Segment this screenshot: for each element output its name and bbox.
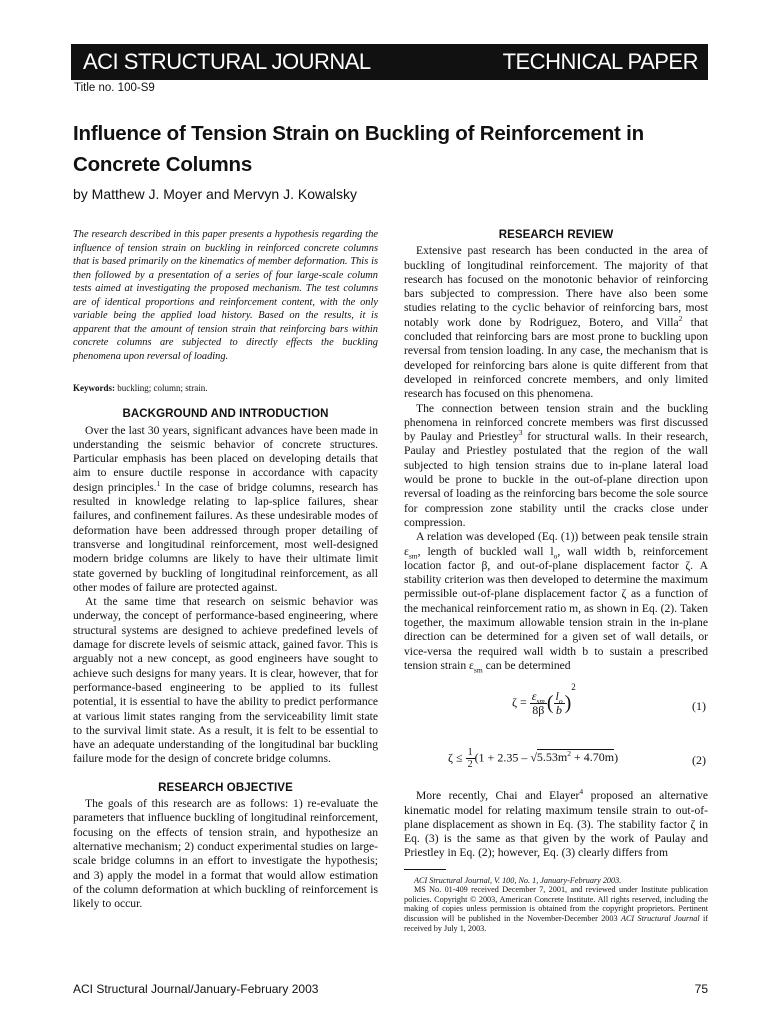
abstract: The research described in this paper presents a hypothesis regarding the influence of tension strain on buckling in reinforced concrete columns that is based primarily on the kinematics of member deformation. This is then followed by a presentation of a series of four large-scale column tests aimed at investigating the proposed mechanism. The test columns are of identical proportions and reinforcement content, with the only variable being the applied load history. Based on the results, it is apparent that the amount of tension strain that reinforcing bars within concrete columns are subjected to directly effects the buckling phenomena upon reversal of loading. xyxy=(73,229,378,362)
reference-marker: 1 xyxy=(156,478,161,488)
radicand xyxy=(537,749,614,764)
text-run: ACI Structural Journal xyxy=(620,914,700,924)
paragraph: The goals of this research are as follows: 1) re-evaluate the parameters that influence buckling of longitudinal reinforcement, focusing on the effects of tension strain, and hypothesize an alternative mechanism; 2) conduct experimental studies on large-scale bridge columns in an effort to investigate the hypothesis; and 3) apply the model in a format that would allow estimation of the column deformation at which buckling of reinforcement is likely to occur. xyxy=(73,797,378,911)
text-run: In the case of bridge columns, research has resulted in knowledge relating to lap-splice failures, shear failures, and confinement failures. As these undesirable modes of deformation have been addressed through proper detailing of transverse and longitudinal reinforcement, most well-designed modern bridge columns are likely to have their ultimate limit state governed by buckling of longitudinal reinforcement, as all other modes of failure are protected against. xyxy=(73,480,378,594)
footnote-divider xyxy=(404,869,446,870)
text-run: for structural walls. In their research, Paulay and Priestley postulated that the region of the wall subjected to high tension strains due to in-plane lateral load would be prone to buckle in the out-of-plane direction upon reversal of loading as the reinforcing bars become the sole source for compression zone stability until the cracks close under compression. xyxy=(404,430,709,529)
left-column xyxy=(73,228,378,911)
fraction xyxy=(466,747,475,770)
section-heading-background: BACKGROUND AND INTRODUCTION xyxy=(122,408,329,421)
paragraph xyxy=(404,530,708,673)
footnote-journal xyxy=(404,876,708,886)
text-run: that concluded that reinforcing bars are most prone to buckling upon reversal from tension loading. In any case, the mechanism that is developed for reinforcing bars alone is quite different from that developed in reinforced concrete members, and only limited research has focused on this phenomena. xyxy=(404,315,708,401)
sqrt-icon: √ xyxy=(530,750,537,765)
text-run: , wall width b, reinforcement location factor β, and out-of-plane displacement factor ζ. A stability criterion was then developed to determine the maximum permissible out-of-plane displacement factor ζ as a function of the mechanical reinforcement ratio m, as shown in Eq. (2). Taken together, the maximum allowable tension strain in the in-plane direction can be determined for a given set of wall details, or vice-versa the required wall width b to sustain a prescribed tension strain ε xyxy=(404,544,708,672)
epsilon: ε xyxy=(531,688,537,703)
paren-open: ( xyxy=(546,692,554,715)
eq-lhs: ζ ≤ xyxy=(448,750,463,765)
denominator: 8β xyxy=(532,702,545,717)
right-column xyxy=(404,228,708,933)
text-run: The connection between tension strain and the buckling phenomena in reinforced concrete members was first discussed by Paulay and Priestley xyxy=(404,401,708,444)
exponent: 2 xyxy=(567,749,572,759)
exponent: 2 xyxy=(571,682,576,693)
keywords-label: Keywords: xyxy=(73,383,115,393)
numerator xyxy=(554,690,565,704)
subscript: sm xyxy=(408,550,418,560)
authors: by Matthew J. Moyer and Mervyn J. Kowalsky xyxy=(73,186,357,202)
reference-marker: 2 xyxy=(678,313,683,323)
text-run: Over the last 30 years, significant advances have been made in understanding the seismic behavior of concrete structures. Particular emphasis has been placed on developing details that aim to ensure ductile response in accordance with capacity design principles. xyxy=(73,423,378,494)
text-run: A relation was developed (Eq. (1)) between peak tensile strain ε xyxy=(404,530,708,558)
inner-fraction xyxy=(554,690,565,717)
paragraph xyxy=(404,402,708,531)
equation-body xyxy=(448,747,618,770)
paragraph xyxy=(404,789,708,860)
eq-text: 5.53m xyxy=(536,750,568,765)
denominator: 2 xyxy=(467,759,473,771)
subscript: sm xyxy=(536,696,545,706)
page-number: 75 xyxy=(694,982,708,996)
eq-text: (1 + 2.35 – xyxy=(474,750,531,765)
footer-journal: ACI Structural Journal/January-February 2003 xyxy=(73,982,319,996)
reference-marker: 3 xyxy=(518,428,523,438)
section-heading-objective: RESEARCH OBJECTIVE xyxy=(158,781,293,794)
paragraph xyxy=(404,244,708,401)
equation-1 xyxy=(404,682,708,733)
text-run: MS No. 01-409 received December 7, 2001, and reviewed under Institute publication policies. Copyright © 2003, American Concrete Institute. All rights reserved, including the making of copies unless permission is obtained from the copyright proprietors. Pertinent discussion will be published in the November-December 2003 xyxy=(404,885,708,924)
paren-close: ) xyxy=(564,692,572,715)
text-run: if received by July 1, 2003. xyxy=(404,914,708,933)
text-run: Extensive past research has been conducted in the area of buckling of longitudinal reinforcement. The majority of that research has focused on the monotonic behavior of reinforcing bars subjected to compression. There have also been some studies relating to the cyclic behavior of reinforcing bars, most notably work done by Rodriguez, Botero, and Villa xyxy=(404,244,708,329)
subscript: o xyxy=(553,550,558,560)
paragraph xyxy=(73,424,378,596)
section-heading-review: RESEARCH REVIEW xyxy=(498,229,614,241)
keywords-text: buckling; column; strain. xyxy=(117,383,208,393)
text-run: proposed an alternative kinematic model for relating maximum tensile strain to out-of-plane displacement as shown in Eq. (3). The stability factor ζ in Eq. (3) is the same as that given by the work of Paulay and Priestley in Eq. (2); however, Eq. (3) clearly differs from xyxy=(404,789,708,860)
equation-number: (1) xyxy=(692,699,706,714)
symbol: b xyxy=(556,702,563,717)
footnote-journal-ref: ACI Structural Journal, V. 100, No. 1, January-February 2003. xyxy=(414,875,622,885)
symbol: l xyxy=(555,688,559,703)
equation-number: (2) xyxy=(692,753,706,768)
numerator xyxy=(530,690,547,704)
eq-lhs: ζ = xyxy=(512,695,527,710)
subscript: o xyxy=(558,696,563,706)
title-number: Title no. 100-S9 xyxy=(74,82,155,94)
journal-name: ACI STRUCTURAL JOURNAL xyxy=(83,49,371,74)
journal-banner xyxy=(71,44,708,80)
fraction xyxy=(530,690,547,717)
footnote-body xyxy=(404,885,708,933)
subscript: sm xyxy=(473,665,483,675)
eq-text: ) xyxy=(614,750,619,765)
paragraph: At the same time that research on seismic behavior was underway, the concept of performance-based engineering, where structural systems are designed to achieve predefined levels of damage for discrete levels of seismic attack, gained favor. This is arguably not a new concept, as good engineers have sought to achieve such designs for many years. It is clear, however, that for performance-based engineering to be applied to its fullest potential, it is essential to have the ability to predict performance at various limit states ranging from the serviceability limit state to the survival limit state. As a result, it is felt to be essential to have an adequate understanding of the longitudinal bar buckling failure mode for the design of concrete bridge columns. xyxy=(73,595,378,766)
text-run: More recently, Chai and Elayer xyxy=(416,789,580,803)
denominator xyxy=(554,704,564,717)
equation-2 xyxy=(404,741,708,781)
equation-body xyxy=(512,682,576,717)
numerator: 1 xyxy=(467,747,473,759)
text-run: , length of buckled wall l xyxy=(417,544,554,558)
paper-type: TECHNICAL PAPER xyxy=(502,49,698,74)
keywords xyxy=(73,381,378,395)
eq-text: + 4.70m xyxy=(571,750,615,765)
text-run: can be determined xyxy=(482,658,571,672)
reference-marker: 4 xyxy=(579,787,584,797)
paper-title: Influence of Tension Strain on Buckling of Reinforcement in Concrete Columns xyxy=(73,122,644,176)
